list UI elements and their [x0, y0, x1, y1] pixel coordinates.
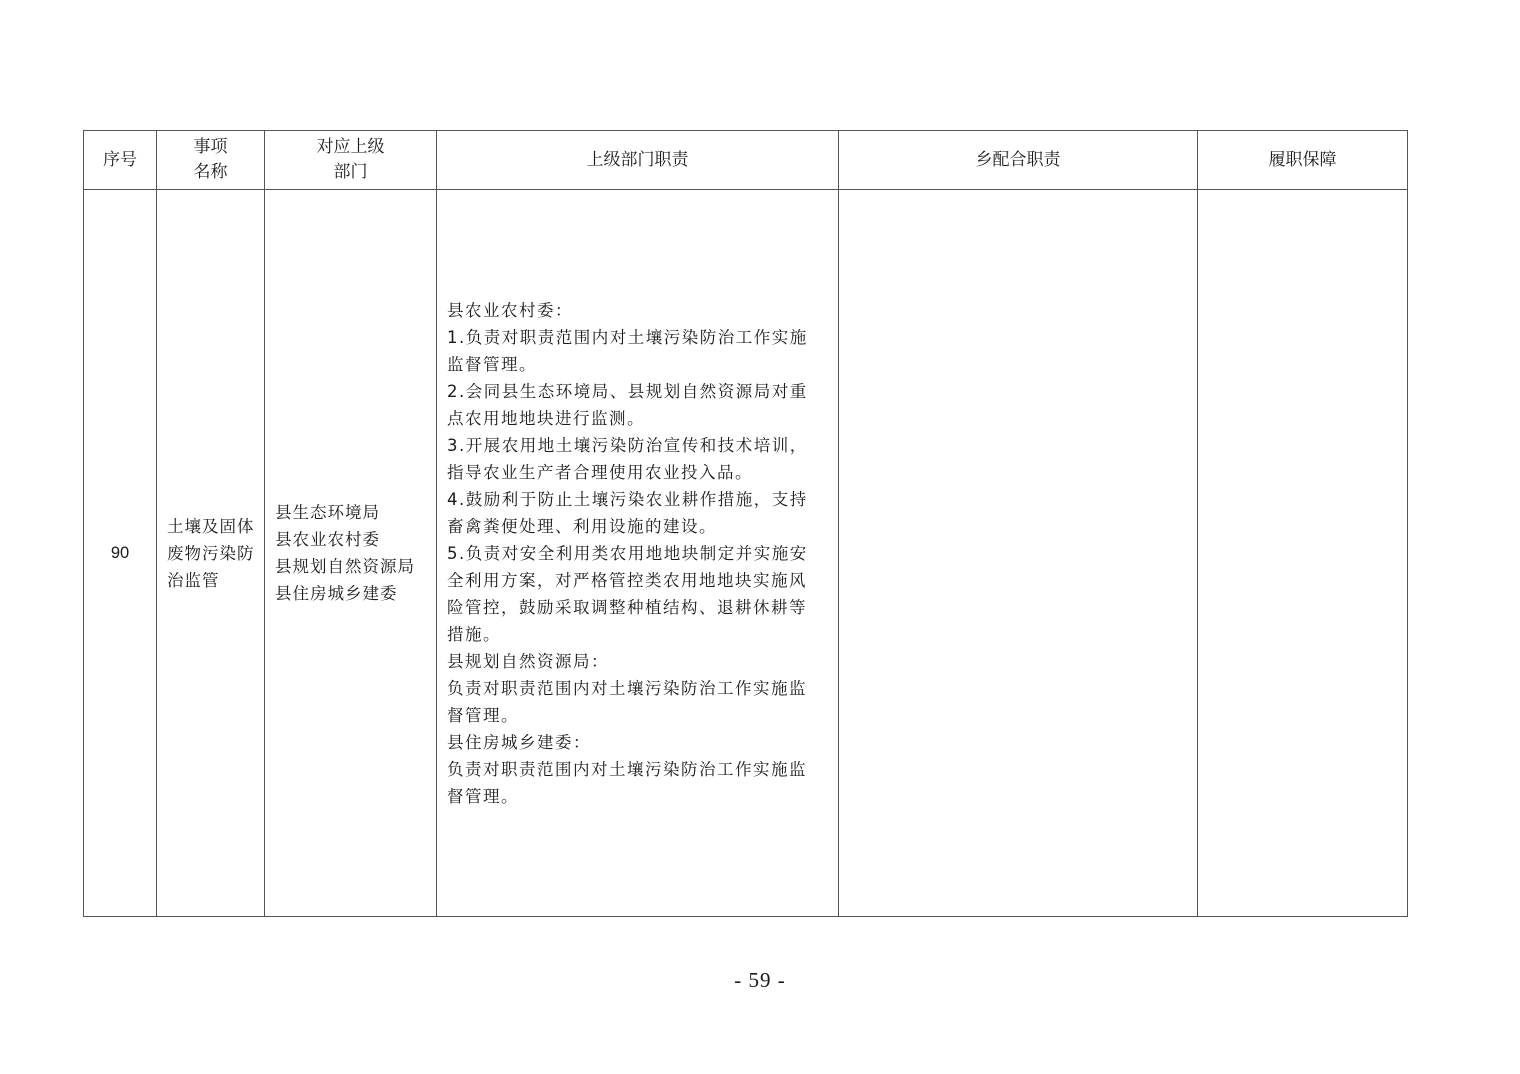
table-row: [84, 190, 1408, 917]
duty-line: 督管理。: [447, 705, 519, 725]
duty-line: 督管理。: [447, 786, 519, 806]
cell-duty: [437, 190, 839, 917]
duty-table: [83, 130, 1408, 917]
cell-guarantee: [1198, 190, 1408, 917]
duty-line: 4.鼓励利于防止土壤污染农业耕作措施，支持: [447, 489, 808, 509]
duty-line: 负责对职责范围内对土壤污染防治工作实施监: [447, 678, 807, 698]
duty-line: 5.负责对安全利用类农用地地块制定并实施安: [447, 543, 808, 563]
cell-item-name: 土壤及固体废物污染防治监管: [157, 190, 265, 917]
duty-line: 畜禽粪便处理、利用设施的建设。: [447, 516, 717, 536]
header-department: [265, 131, 437, 190]
header-department-line2: 部门: [333, 162, 368, 182]
page-number: - 59 -: [734, 968, 786, 992]
duty-line: 险管控，鼓励采取调整种植结构、退耕休耕等: [447, 597, 807, 617]
duty-line: 点农用地地块进行监测。: [447, 408, 645, 428]
header-item-name-line1: 事项: [193, 137, 228, 157]
duty-line: 县农业农村委：: [447, 300, 573, 320]
duty-line: 县规划自然资源局：: [447, 651, 609, 671]
duty-line: 县住房城乡建委：: [447, 732, 591, 752]
department-item: 县生态环境局: [275, 503, 380, 522]
duty-line: 1.负责对职责范围内对土壤污染防治工作实施: [447, 327, 808, 347]
cell-coop: [839, 190, 1198, 917]
cell-departments: [265, 190, 437, 917]
duty-line: 措施。: [447, 624, 501, 644]
header-item-name-line2: 名称: [193, 162, 228, 182]
department-item: 县农业农村委: [275, 530, 380, 549]
duty-line: 2.会同县生态环境局、县规划自然资源局对重: [447, 381, 808, 401]
header-seq: 序号: [84, 131, 157, 190]
duty-line: 全利用方案，对严格管控类农用地地块实施风: [447, 570, 807, 590]
header-duty: 上级部门职责: [437, 131, 839, 190]
duty-line: 监督管理。: [447, 354, 537, 374]
duty-line: 负责对职责范围内对土壤污染防治工作实施监: [447, 759, 807, 779]
duty-line: 指导农业生产者合理使用农业投入品。: [447, 462, 753, 482]
header-coop: 乡配合职责: [839, 131, 1198, 190]
header-row: [84, 131, 1408, 190]
header-department-line1: 对应上级: [316, 137, 385, 157]
header-item-name: [157, 131, 265, 190]
department-item: 县规划自然资源局: [275, 557, 415, 576]
duty-line: 3.开展农用地土壤污染防治宣传和技术培训，: [447, 435, 808, 455]
department-item: 县住房城乡建委: [275, 584, 398, 603]
header-guarantee: 履职保障: [1198, 131, 1408, 190]
cell-seq: 90: [84, 190, 157, 917]
